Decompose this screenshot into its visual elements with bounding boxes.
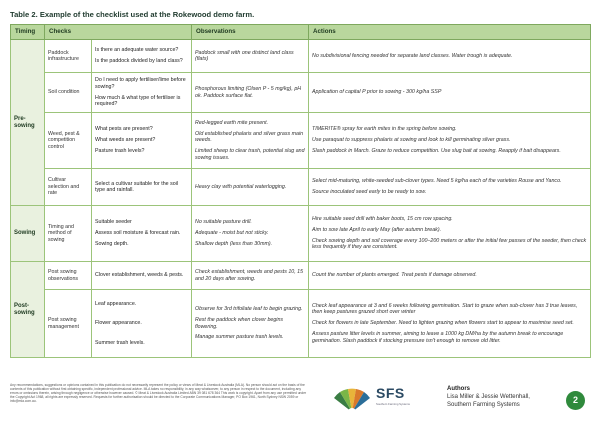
- action-item: Assess pasture litter levels in summer, aiming to leave a 1000 kg DM/ha by the autumn break to encourage germination. Slash paddock if stocking pressure isn't enough to remove old litter.: [312, 331, 564, 344]
- action-item: Application of capital P prior to sowing - 300 kg/ha SSP: [312, 89, 442, 96]
- observation-cell: [192, 40, 309, 73]
- check-name: Cultivar selection and rate: [45, 169, 92, 206]
- observation-item: No suitable pasture drill.: [195, 219, 252, 226]
- header-actions: Actions: [309, 25, 591, 40]
- question-item: Clover establishment, weeds & pests.: [95, 272, 184, 279]
- disclaimer-text: Any recommendations, suggestions or opinions contained in this publication do not necessarily represent the policy or views of Meat & Livestock Australia (MLA). No person should act on the basis of the contents of this publication without first obtaining specific, independent professional advice. MLA takes no responsibility, in any way whatsoever, to any person in respect to the document, including any errors or omissions therein, arising through negligence or otherwise however caused. © Meat & Livestock Australia Limited ABN 39 081 678 364 This work is copyright. Apart from any use permitted under the Copyright Act 1968, all rights are expressly reserved. Requests for further authorisation should be directed to the Corporate Communications Manager, PO Box 1961, North Sydney NSW 2059 or info@mla.com.au.: [10, 383, 307, 403]
- timing-cell-sowing: Sowing: [11, 206, 45, 262]
- table-row: [11, 290, 591, 358]
- table-title: Table 2. Example of the checklist used at the Rokewood demo farm.: [10, 10, 255, 19]
- observation-cell: [192, 262, 309, 290]
- sfs-logo-subtext: Southern Farming Systems: [376, 402, 410, 406]
- timing-cell-pre-sowing: Pre-sowing: [11, 40, 45, 206]
- question-item: Suitable seeder: [95, 219, 132, 226]
- table-row: [11, 169, 591, 206]
- action-cell: [309, 262, 591, 290]
- action-item: Check sowing depth and soil coverage every 100–200 meters or after the initial few passes of the seeder, then check less frequently if they are consistent.: [312, 238, 587, 251]
- observation-cell: [192, 113, 309, 169]
- observation-cell: [192, 73, 309, 113]
- action-item: No subdivisional fencing needed for separate land classes. Water trough is adequate.: [312, 52, 513, 59]
- observation-item: Red-legged earth mite present.: [195, 119, 269, 126]
- observation-item: Check establishment, weeds and pests 10, 15 and 20 days after sowing.: [195, 269, 304, 282]
- observation-item: Limited sheep to clear trash, potential slug and sowing issues.: [195, 148, 305, 161]
- question-item: What weeds are present?: [95, 137, 156, 144]
- question-item: Summer trash levels.: [95, 339, 145, 346]
- sfs-logo-text: SFS: [376, 385, 405, 401]
- table-row: [11, 262, 591, 290]
- check-name: Paddock infrastructure: [45, 40, 92, 73]
- action-cell: [309, 169, 591, 206]
- table-row: [11, 40, 591, 73]
- action-cell: [309, 40, 591, 73]
- check-questions: [92, 206, 192, 262]
- question-item: Do I need to apply fertiliser/lime before sowing?: [95, 77, 186, 90]
- observation-item: Heavy clay with potential waterlogging.: [195, 183, 287, 190]
- check-name: Timing and method of sowing: [45, 206, 92, 262]
- authors-block: [447, 385, 530, 409]
- table-row: [11, 206, 591, 262]
- action-item: Check leaf appearance at 3 and 6 weeks following germination. Start to graze when sub-clover has 3 true leaves, then keep pastures grazed short over winter: [312, 302, 578, 316]
- check-name: Soil condition: [45, 73, 92, 113]
- authors-names: Lisa Miller & Jessie Wettenhall,: [447, 394, 530, 400]
- check-questions: [92, 40, 192, 73]
- header-timing: Timing: [11, 25, 45, 40]
- action-cell: [309, 73, 591, 113]
- question-item: What pests are present?: [95, 126, 153, 133]
- observation-item: Phosphorous limiting (Olsen P - 5 mg/kg), pH ok. Paddock surface flat.: [195, 86, 302, 99]
- action-cell: [309, 206, 591, 262]
- question-item: Select a cultivar suitable for the soil type and rainfall.: [95, 180, 179, 193]
- action-item: Check for flowers in late September. Need to lighten grazing when flowers start to appear to maximise seed set.: [312, 320, 574, 327]
- observation-item: Adequate - moist but not sticky.: [195, 230, 269, 237]
- authors-org: Southern Farming Systems: [447, 402, 520, 408]
- check-name: Post sowing observations: [45, 262, 92, 290]
- authors-heading: Authors: [447, 386, 470, 392]
- check-questions: [92, 290, 192, 358]
- table-row: [11, 73, 591, 113]
- observation-cell: [192, 290, 309, 358]
- question-item: Is the paddock divided by land class?: [95, 58, 183, 65]
- check-questions: [92, 262, 192, 290]
- check-questions: [92, 73, 192, 113]
- question-item: Leaf appearance.: [95, 300, 137, 307]
- table-header-row: [11, 25, 591, 40]
- observation-cell: [192, 206, 309, 262]
- observation-item: Old established phalaris and silver grass main weeds.: [195, 130, 304, 144]
- question-item: Pasture trash levels?: [95, 148, 145, 155]
- check-name: Weed, pest & competition control: [45, 113, 92, 169]
- checklist-table: [10, 24, 591, 358]
- header-observations: Observations: [192, 25, 309, 40]
- observation-item: Shallow depth (less than 30mm).: [195, 241, 273, 248]
- check-questions: [92, 113, 192, 169]
- action-cell: [309, 113, 591, 169]
- question-item: Flower appearance.: [95, 320, 142, 327]
- header-checks: Checks: [45, 25, 192, 40]
- observation-item: Rest the paddock when clover begins flowering.: [195, 317, 284, 330]
- table-row: [11, 113, 591, 169]
- action-item: Use paraquat to suppress phalaris at sowing and look to kill germinating silver grass.: [312, 137, 511, 144]
- action-item: TIMERITE® spray for earth mites in the spring before sowing.: [312, 126, 457, 133]
- check-name: Post sowing management: [45, 290, 92, 358]
- question-item: Assess soil moisture & forecast rain.: [95, 230, 181, 237]
- page-number-badge: 2: [566, 391, 585, 410]
- question-item: How much & what type of fertiliser is required?: [95, 94, 181, 108]
- question-item: Is there an adequate water source?: [95, 47, 179, 54]
- observation-item: Paddock small with one distinct land class (flats): [195, 49, 294, 62]
- action-item: Select mid-maturing, white-seeded sub-clover types. Need 5 kg/ha each of the varieties Rouse and Yanco.: [312, 178, 562, 185]
- observation-item: Manage summer pasture trash levels.: [195, 334, 284, 341]
- check-questions: [92, 169, 192, 206]
- action-item: Aim to sow late April to early May (after autumn break).: [312, 227, 442, 234]
- question-item: Sowing depth.: [95, 241, 129, 248]
- action-item: Count the number of plants emerged. Treat pests if damage observed.: [312, 272, 477, 279]
- action-item: Slash paddock in March. Graze to reduce competition. Use slug bait at sowing. Reapply if bait disappears.: [312, 148, 561, 155]
- observation-item: Observe for 3rd trifoliate leaf to begin grazing.: [195, 306, 303, 313]
- timing-cell-post-sowing: Post-sowing: [11, 262, 45, 358]
- observation-cell: [192, 169, 309, 206]
- action-cell: [309, 290, 591, 358]
- action-item: Hire suitable seed drill with baker boots, 15 cm row spacing.: [312, 216, 453, 223]
- action-item: Source inoculated seed early to be ready to sow.: [312, 189, 427, 196]
